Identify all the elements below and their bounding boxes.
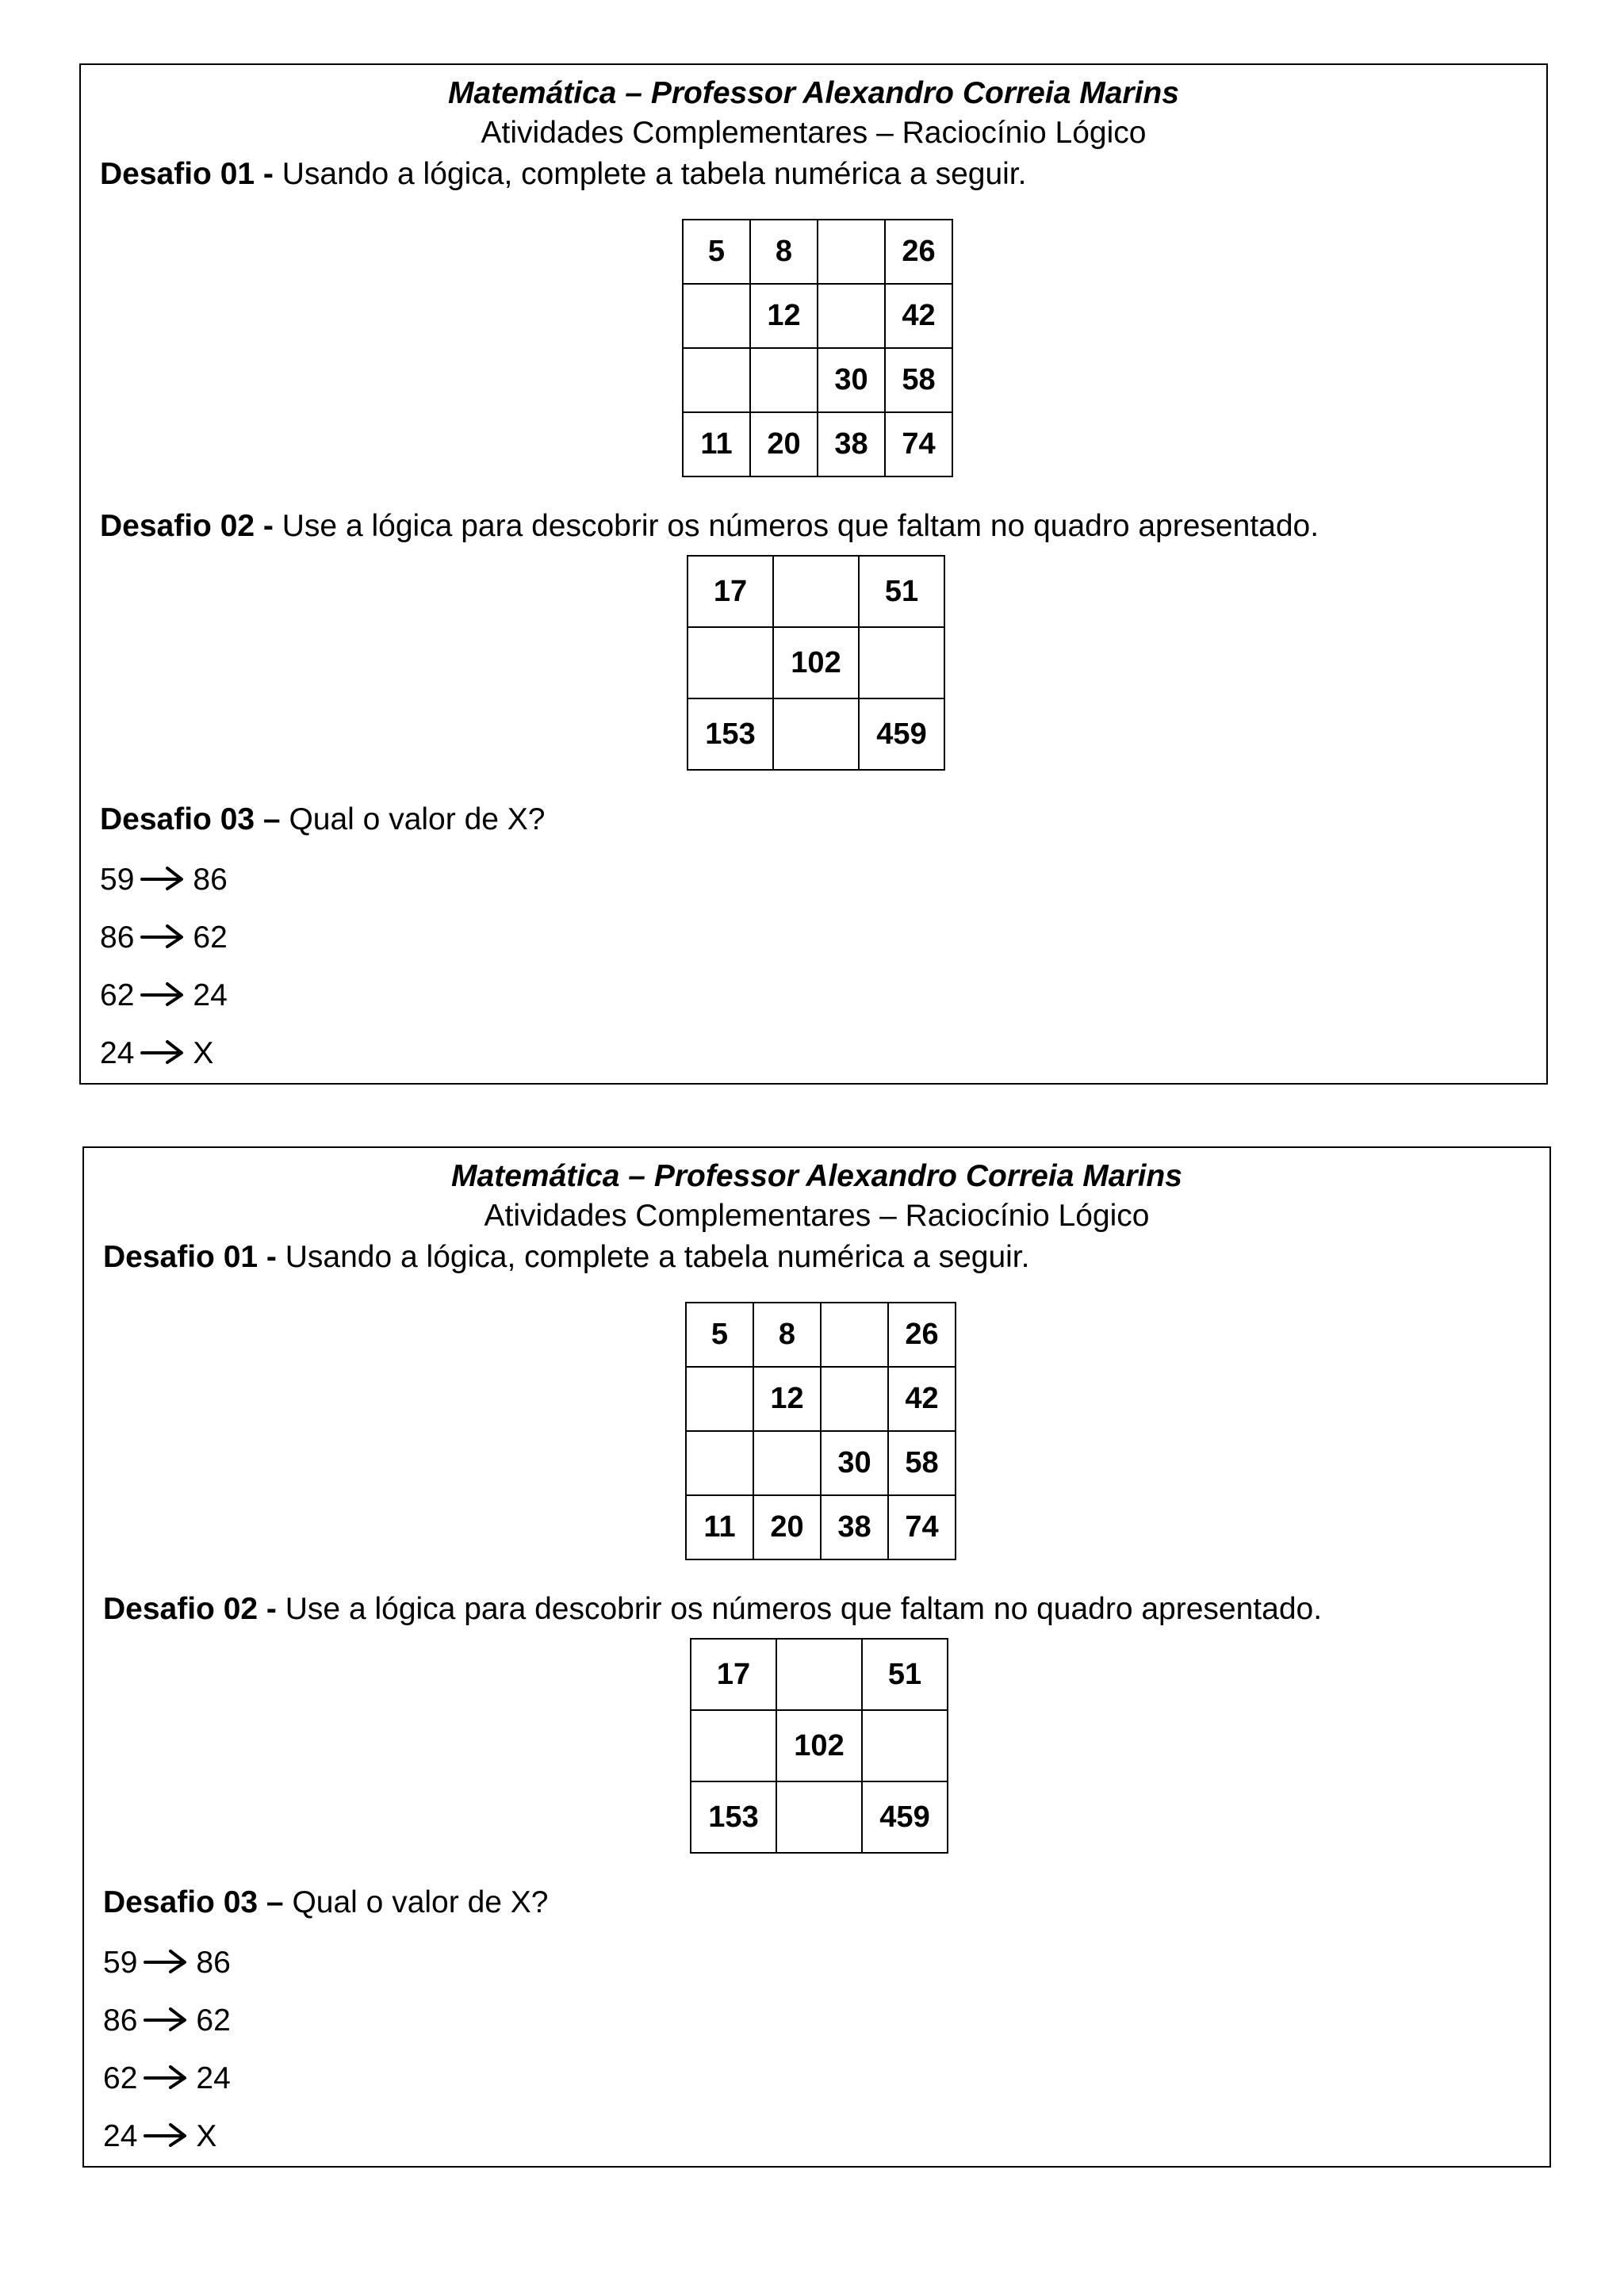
table-cell: 51 (862, 1639, 948, 1710)
table-cell: 8 (750, 220, 818, 284)
table-row (691, 1781, 948, 1853)
table-cell: 74 (888, 1495, 956, 1559)
sequence-line (103, 2118, 216, 2156)
table-cell: 8 (753, 1303, 821, 1367)
desafio-01-table (685, 1302, 956, 1560)
desafio-02-table (690, 1638, 948, 1854)
desafio-03-prompt (100, 801, 546, 839)
desafio-01-prompt (100, 155, 1026, 193)
table-cell (750, 348, 818, 412)
sequence-to: 24 (196, 2061, 231, 2095)
table-cell (773, 698, 859, 770)
desafio-02-prompt (103, 1590, 1322, 1628)
table-cell (683, 284, 750, 348)
worksheet-subtitle: Atividades Complementares – Raciocínio Lógico (481, 116, 1147, 150)
table-row (691, 1639, 948, 1710)
right-arrow-icon (140, 980, 185, 1007)
right-arrow-icon (144, 2063, 188, 2090)
table-cell: 58 (888, 1431, 956, 1495)
table-row (686, 1495, 956, 1559)
sequence-from: 59 (100, 863, 135, 897)
table-row (686, 1303, 956, 1367)
table-cell: 12 (750, 284, 818, 348)
desafio-03-label: Desafio 03 – (103, 1885, 284, 1919)
desafio-01-label: Desafio 01 - (103, 1240, 277, 1274)
sequence-from: 62 (100, 978, 135, 1012)
table-row (683, 348, 952, 412)
sequence-from: 86 (103, 2003, 138, 2038)
table-cell (691, 1710, 776, 1781)
desafio-01-text: Usando a lógica, complete a tabela numérica a seguir. (276, 1240, 1030, 1274)
table-cell (686, 1367, 753, 1431)
sequence-to: 62 (193, 920, 228, 955)
sequence-line (103, 1944, 231, 1982)
desafio-02-prompt (100, 507, 1319, 545)
worksheet-1 (79, 63, 1548, 1085)
right-arrow-icon (140, 1038, 185, 1065)
table-cell (688, 627, 773, 698)
table-cell: 153 (688, 698, 773, 770)
sequence-line (100, 1035, 213, 1073)
sequence-from: 86 (100, 920, 135, 955)
table-row (686, 1367, 956, 1431)
worksheet-title: Matemática – Professor Alexandro Correia Marins (448, 76, 1179, 110)
table-row (688, 556, 944, 627)
table-cell: 42 (888, 1367, 956, 1431)
desafio-02-table (687, 555, 945, 771)
table-cell: 12 (753, 1367, 821, 1431)
table-cell (821, 1367, 888, 1431)
table-cell (859, 627, 944, 698)
desafio-03-text: Qual o valor de X? (283, 1885, 549, 1919)
table-cell: 30 (821, 1431, 888, 1495)
table-cell (686, 1431, 753, 1495)
desafio-01-table (682, 219, 953, 477)
table-row (688, 627, 944, 698)
table-row (683, 412, 952, 476)
table-cell: 20 (753, 1495, 821, 1559)
desafio-01-label: Desafio 01 - (100, 157, 274, 191)
sequence-line (100, 977, 228, 1015)
table-cell: 5 (683, 220, 750, 284)
sequence-from: 24 (103, 2119, 138, 2153)
table-cell: 11 (683, 412, 750, 476)
sequence-line (100, 861, 228, 899)
table-cell (776, 1781, 862, 1853)
table-cell: 26 (885, 220, 952, 284)
worksheet-title: Matemática – Professor Alexandro Correia Marins (451, 1159, 1182, 1193)
desafio-01-text: Usando a lógica, complete a tabela numérica a seguir. (273, 157, 1027, 191)
sequence-to: X (193, 1036, 214, 1070)
table-cell: 42 (885, 284, 952, 348)
table-cell: 459 (862, 1781, 948, 1853)
sequence-to: 86 (196, 1946, 231, 1980)
sequence-to: X (196, 2119, 217, 2153)
table-cell: 30 (818, 348, 885, 412)
table-cell (776, 1639, 862, 1710)
table-cell: 20 (750, 412, 818, 476)
table-row (683, 284, 952, 348)
right-arrow-icon (144, 2121, 188, 2148)
desafio-02-label: Desafio 02 - (100, 509, 274, 543)
table-cell: 11 (686, 1495, 753, 1559)
sequence-to: 86 (193, 863, 228, 897)
table-cell: 153 (691, 1781, 776, 1853)
table-row (686, 1431, 956, 1495)
table-cell: 102 (776, 1710, 862, 1781)
table-cell: 26 (888, 1303, 956, 1367)
right-arrow-icon (140, 922, 185, 949)
sequence-line (103, 2060, 231, 2098)
desafio-02-text: Use a lógica para descobrir os números que faltam no quadro apresentado. (276, 1592, 1323, 1626)
table-cell (821, 1303, 888, 1367)
desafio-02-label: Desafio 02 - (103, 1592, 277, 1626)
table-cell: 74 (885, 412, 952, 476)
right-arrow-icon (144, 1947, 188, 1974)
table-cell: 5 (686, 1303, 753, 1367)
table-cell: 58 (885, 348, 952, 412)
sequence-line (103, 2002, 231, 2040)
worksheet-subtitle: Atividades Complementares – Raciocínio Lógico (484, 1199, 1150, 1233)
table-cell: 17 (688, 556, 773, 627)
table-cell: 17 (691, 1639, 776, 1710)
table-cell (773, 556, 859, 627)
right-arrow-icon (144, 2005, 188, 2032)
table-row (683, 220, 952, 284)
desafio-02-text: Use a lógica para descobrir os números que faltam no quadro apresentado. (273, 509, 1320, 543)
table-cell: 459 (859, 698, 944, 770)
table-cell (862, 1710, 948, 1781)
table-row (691, 1710, 948, 1781)
desafio-01-prompt (103, 1238, 1029, 1276)
desafio-03-text: Qual o valor de X? (280, 802, 546, 836)
table-cell: 51 (859, 556, 944, 627)
table-cell (818, 284, 885, 348)
table-cell: 38 (818, 412, 885, 476)
sequence-from: 59 (103, 1946, 138, 1980)
table-row (688, 698, 944, 770)
table-cell: 38 (821, 1495, 888, 1559)
right-arrow-icon (140, 864, 185, 891)
table-cell (753, 1431, 821, 1495)
sequence-line (100, 919, 228, 957)
table-cell: 102 (773, 627, 859, 698)
table-cell (683, 348, 750, 412)
worksheet-2 (82, 1146, 1551, 2168)
sequence-to: 24 (193, 978, 228, 1012)
sequence-to: 62 (196, 2003, 231, 2038)
table-cell (818, 220, 885, 284)
desafio-03-prompt (103, 1884, 549, 1922)
sequence-from: 62 (103, 2061, 138, 2095)
desafio-03-label: Desafio 03 – (100, 802, 281, 836)
sequence-from: 24 (100, 1036, 135, 1070)
